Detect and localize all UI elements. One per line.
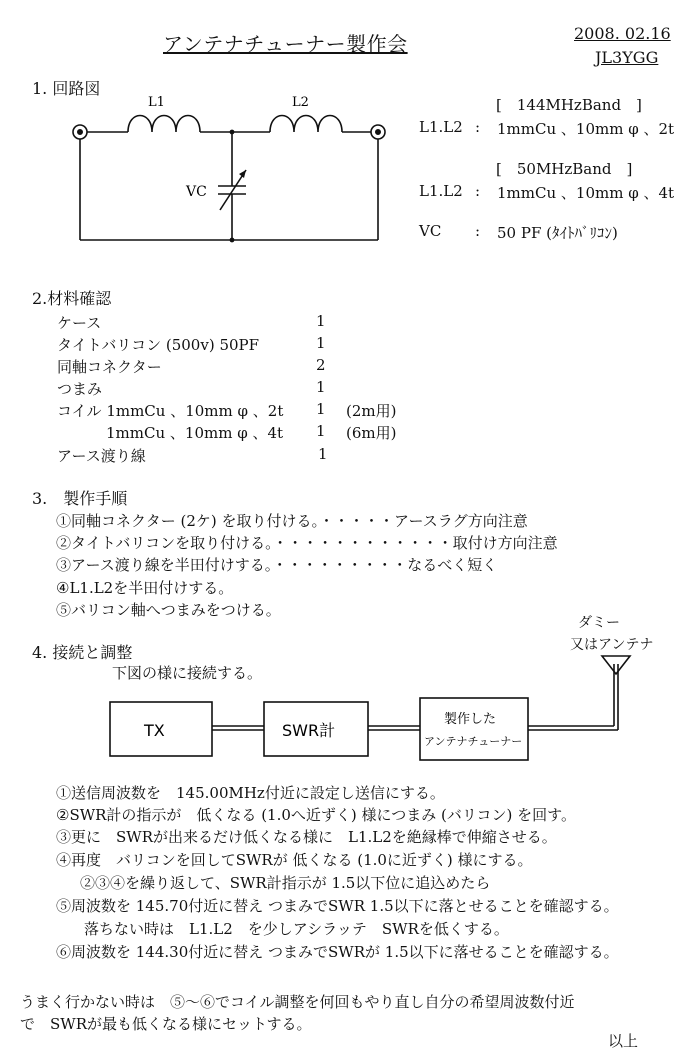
connection-intro: 下図の様に接続する。 [112, 664, 263, 682]
spec-value-3: 50 PF (ﾀｲﾄﾊﾞﾘｺﾝ) [497, 224, 618, 242]
adjust-step: ③更に SWRが出来るだけ低くなる様に L1.L2を絶縁棒で伸縮させる。 [56, 828, 557, 846]
label-l2: L2 [292, 95, 309, 110]
label-l1: L1 [148, 95, 165, 110]
spec-value-1: 1mmCu 、10mm φ 、2t [497, 120, 675, 138]
build-step: ⑤バリコン軸へつまみをつける。 [56, 601, 281, 619]
tx-label: TX [144, 721, 165, 740]
antenna-label-antenna: 又はアンテナ [570, 637, 654, 653]
adjust-step: ②SWR計の指示が 低くなる (1.0へ近ずく) 様につまみ (バリコン) を回す。 [56, 806, 576, 824]
connection-diagram [100, 652, 660, 770]
section-4-heading: 4. 接続と調整 [32, 643, 133, 662]
adjust-step: ④再度 バリコンを回してSWRが 低くなる (1.0に近ずく) 様にする。 [56, 851, 533, 869]
tuner-label-1: 製作した [444, 712, 497, 727]
material-name: ケース [57, 314, 102, 332]
antenna-icon [602, 656, 630, 674]
build-step: ④L1.L2を半田付けする。 [56, 579, 234, 597]
material-note: (2m用) [346, 402, 397, 420]
end-mark: 以上 [608, 1032, 639, 1050]
spec-label-2: L1.L2 [419, 182, 463, 200]
material-qty: 1 [318, 445, 328, 463]
coil-l1 [128, 116, 200, 133]
antenna-label-dummy: ダミー [578, 615, 620, 631]
material-name: 同軸コネクター [57, 358, 162, 376]
section-3-heading: 3. 製作手順 [32, 489, 128, 508]
adjust-step: ⑥周波数を 144.30付近に替え つまみでSWRが 1.5以下に落せることを確認する。 [56, 943, 619, 961]
material-name: 1mmCu 、10mm φ 、4t [106, 424, 284, 442]
adjust-step: ⑤周波数を 145.70付近に替え つまみでSWR 1.5以下に落とせることを確認する。 [56, 897, 619, 915]
material-qty: 1 [316, 378, 326, 396]
spec-label-1: L1.L2 [419, 118, 463, 136]
build-step: ②タイトバリコンを取り付ける。・・・・・・・・・・・・取付け方向注意 [56, 534, 558, 552]
material-name: アース渡り線 [57, 447, 146, 465]
closing-line-2: で SWRが最も低くなる様にセットする。 [20, 1015, 312, 1033]
tuner-label-2: アンテナチューナー [424, 735, 523, 748]
build-step: ①同軸コネクター (2ケ) を取り付ける。・・・・・アースラグ方向注意 [56, 512, 528, 530]
spec-band-50: [ 50MHzBand ] [496, 160, 633, 178]
spec-colon-1: : [475, 118, 481, 136]
spec-label-3: VC [419, 222, 442, 240]
closing-line-1: うまく行かない時は ⑤～⑥でコイル調整を何回もやり直し自分の希望周波数付近 [20, 993, 575, 1011]
spec-colon-2: : [475, 182, 481, 200]
coil-l2 [270, 116, 342, 133]
section-1-heading: 1. 回路図 [32, 79, 101, 98]
material-note: (6m用) [346, 424, 397, 442]
material-name: タイトバリコン (500v) 50PF [57, 336, 260, 354]
material-qty: 1 [316, 422, 326, 440]
spec-band-144: [ 144MHzBand ] [496, 96, 642, 114]
date: 2008. 02.16 [574, 24, 671, 43]
material-qty: 2 [316, 356, 326, 374]
build-step: ③アース渡り線を半田付けする。・・・・・・・・・なるべく短く [56, 556, 498, 574]
material-name: つまみ [57, 380, 103, 398]
label-vc: VC [186, 184, 207, 200]
circuit-diagram [60, 88, 400, 258]
material-qty: 1 [316, 400, 326, 418]
material-name: コイル 1mmCu 、10mm φ 、2t [57, 402, 284, 420]
adjust-step: ②③④を繰り返して、SWR計指示が 1.5以下位に追込めたら [80, 874, 491, 892]
spec-colon-3: : [475, 222, 481, 240]
callsign: JL3YGG [595, 48, 659, 67]
adjust-step: ①送信周波数を 145.00MHz付近に設定し送信にする。 [56, 784, 445, 802]
swr-label: SWR計 [282, 721, 336, 740]
spec-value-2: 1mmCu 、10mm φ 、4t [497, 184, 675, 202]
adjust-step: 落ちない時は L1.L2 を少しアシラッテ SWRを低くする。 [84, 920, 509, 938]
page-title: アンテナチューナー製作会 [163, 32, 408, 56]
material-qty: 1 [316, 312, 326, 330]
material-qty: 1 [316, 334, 326, 352]
section-2-heading: 2.材料確認 [32, 289, 112, 308]
tuner-box [420, 698, 528, 760]
